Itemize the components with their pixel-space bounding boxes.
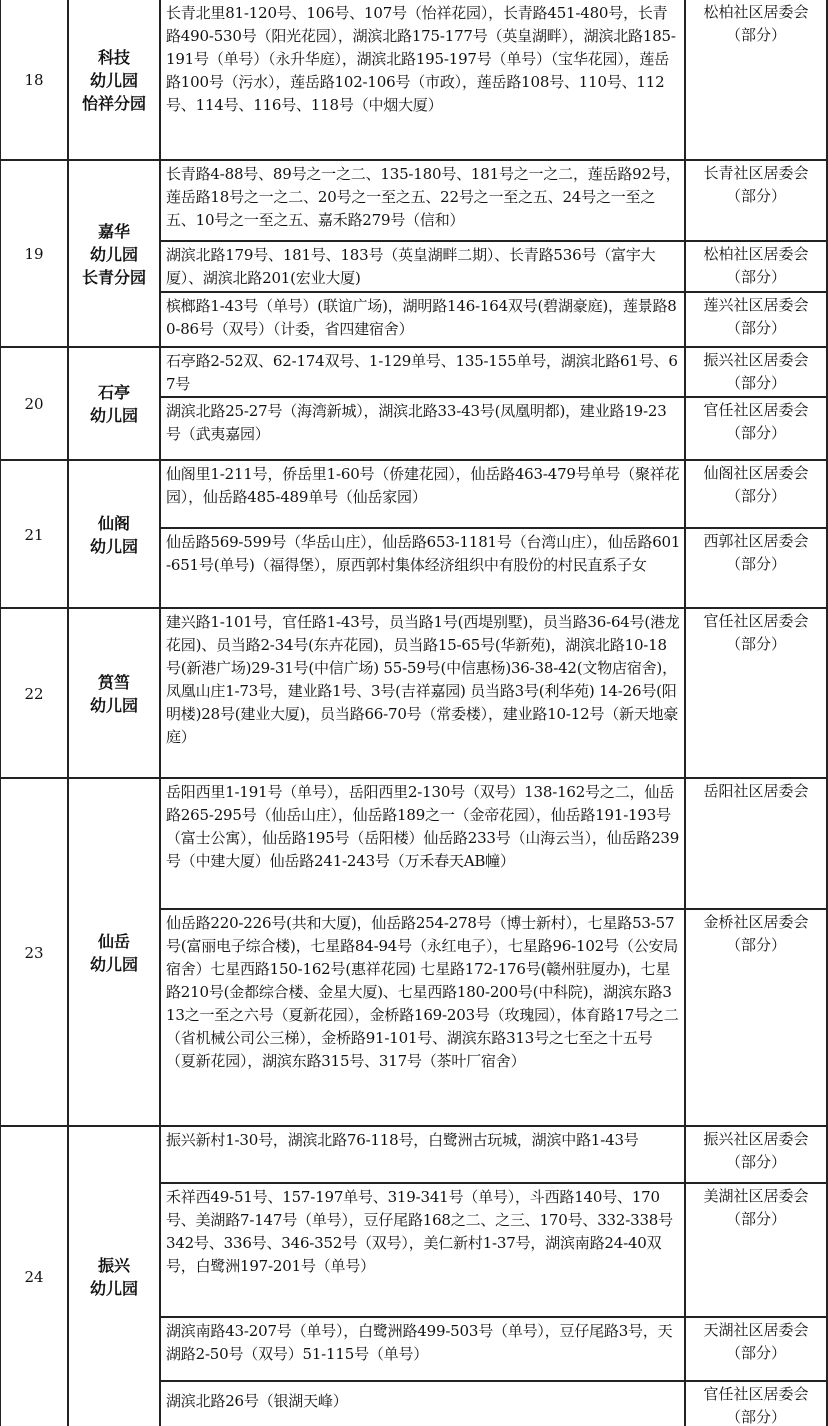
row-number: 18: [24, 71, 44, 89]
address-range: 振兴新村1-30号，湖滨北路76-118号，白鹭洲古玩城，湖滨中路1-43号: [166, 1131, 639, 1149]
community-name: 美湖社区居委会 （部分）: [703, 1187, 809, 1228]
row-number: 22: [24, 684, 44, 703]
row-number: 24: [24, 1267, 44, 1286]
kindergarten-name: 科技 幼儿园 怡祥分园: [81, 47, 146, 113]
address-range: 长青路4-88号、89号之一之二、135-180号、181号之一之二，莲岳路92号，莲岳路18号之一之二、20号之一至之五、22号之一至之五、24号之一至之五、10号之一至之五、嘉禾路279号（信和）: [166, 165, 681, 229]
address-range: 禾祥西49-51号、157-197单号、319-341号（单号），斗西路140号、170号、美湖路7-147号（单号），豆仔尾路168之二、之三、170号、332-338号342号、336号、346-352号（双号），美仁新村1-37号，湖滨南路24-40双号，白鹭洲197-201号（单号）: [166, 1188, 673, 1275]
community-name: 官任社区居委会 （部分）: [703, 1385, 809, 1426]
community-name: 松柏社区居委会 （部分）: [703, 3, 809, 44]
community-name: 松柏社区居委会 （部分）: [703, 245, 809, 286]
community-name: 振兴社区居委会 （部分）: [703, 351, 809, 392]
address-range: 仙岳路220-226号(共和大厦)，仙岳路254-278号（博士新村），七星路53-57号(富丽电子综合楼)，七星路84-94号（永红电子），七星路96-102号（公安局宿舍）七星西路150-162号(惠祥花园) 七星路172-176号(赣州驻厦办)，七星路210号(金都综合楼、金星大厦)、七星西路180-200号(中科院)，湖滨东路313之一至之六号（夏新花园），金桥路169-203号（玫瑰园），体育路17号之二（省机械公司公三梯），金桥路91-101号、湖滨东路313号之七至之十五号（夏新花园），湖滨东路315号、317号（茶叶厂宿舍）: [166, 914, 679, 1070]
address-range: 岳阳西里1-191号（单号），岳阳西里2-130号（双号）138-162号之二，仙岳路265-295号（仙岳山庄），仙岳路189之一（金帝花园），仙岳路191-193号（富士公寓），仙岳路195号（岳阳楼）仙岳路233号（山海云当），仙岳路239号（中建大厦）仙岳路241-243号（万禾春天AB幢）: [166, 783, 680, 870]
address-range: 长青北里81-120号、106号、107号（怡祥花园），长青路451-480号，长青路490-530号（阳光花园），湖滨北路175-177号（英皇湖畔），湖滨北路185-191号（单号）（永升华庭），湖滨北路195-197号（单号）（宝华花园），莲岳路100号（污水），莲岳路102-106号（市政），莲岳路108号、110号、112号、114号、116号、118号（中烟大厦）: [166, 4, 676, 114]
community-name: 金桥社区居委会 （部分）: [703, 913, 809, 954]
kindergarten-name: 石亭 幼儿园: [89, 383, 138, 425]
address-range: 湖滨北路25-27号（海湾新城），湖滨北路33-43号(凤凰明都)，建业路19-23号（武夷嘉园）: [166, 402, 667, 443]
address-range: 湖滨南路43-207号（单号），白鹭洲路499-503号（单号），豆仔尾路3号，天湖路2-50号（双号）51-115号（单号）: [166, 1322, 673, 1363]
address-range: 槟榔路1-43号（单号）(联谊广场)，湖明路146-164双号(碧湖豪庭)，莲景路80-86号（双号）（计委，省四建宿舍）: [166, 297, 677, 338]
community-name: 官任社区居委会 （部分）: [703, 612, 809, 653]
row-number: 20: [24, 395, 44, 413]
address-range: 湖滨北路179号、181号、183号（英皇湖畔二期）、长青路536号（富宇大厦）、湖滨北路201(宏业大厦): [166, 246, 656, 287]
address-range: 仙阁里1-211号，侨岳里1-60号（侨建花园），仙岳路463-479号单号（聚祥花园），仙岳路485-489单号（仙岳家园）: [166, 465, 680, 506]
kindergarten-name: 振兴 幼儿园: [89, 1255, 138, 1298]
address-range: 石亭路2-52双、62-174双号、1-129单号、135-155单号，湖滨北路61号、67号: [166, 352, 678, 393]
kindergarten-name: 嘉华 幼儿园 长青分园: [81, 221, 146, 287]
kindergarten-name: 仙岳 幼儿园: [89, 931, 138, 974]
community-name: 西郭社区居委会 （部分）: [703, 532, 809, 573]
kindergarten-name: 筼筜 幼儿园: [89, 672, 138, 715]
address-range: 仙岳路569-599号（华岳山庄），仙岳路653-1181号（台湾山庄），仙岳路601-651号(单号)（福得堡），原西郭村集体经济组织中有股份的村民直系子女: [166, 533, 681, 574]
community-name: 天湖社区居委会 （部分）: [703, 1321, 809, 1362]
row-number: 23: [24, 943, 44, 962]
community-name: 长青社区居委会 （部分）: [703, 164, 809, 205]
row-number: 19: [24, 245, 44, 263]
kindergarten-name: 仙阁 幼儿园: [89, 513, 138, 556]
community-name: 仙阁社区居委会 （部分）: [703, 464, 809, 505]
community-name: 官任社区居委会 （部分）: [703, 401, 809, 442]
address-range: 建兴路1-101号，官任路1-43号，员当路1号(西堤别墅)，员当路36-64号(港龙花园)、员当路2-34号(东卉花园)，员当路15-65号(华新苑)，湖滨北路10-18号(新港广场)29-31号(中信广场) 55-59号(中信惠杨)36-38-42(文物店宿舍)，凤凰山庄1-73号，建业路1号、3号(吉祥嘉园) 员当路3号(利华苑) 14-26号(阳明楼)28号(建业大厦)，员当路66-70号（常委楼），建业路10-12号（新天地豪庭）: [166, 613, 680, 746]
address-range: 湖滨北路26号（银湖天峰）: [166, 1392, 348, 1410]
community-name: 振兴社区居委会 （部分）: [703, 1130, 809, 1171]
community-name: 莲兴社区居委会 （部分）: [703, 296, 809, 337]
row-number: 21: [24, 525, 44, 544]
community-name: 岳阳社区居委会: [703, 782, 809, 800]
